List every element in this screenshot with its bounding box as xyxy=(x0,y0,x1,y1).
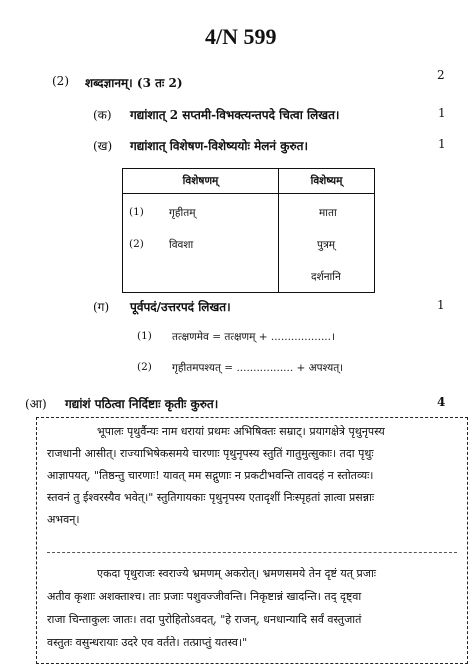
section2-number: (2) xyxy=(52,74,69,88)
left-item-2-word: विवशा xyxy=(169,239,194,251)
section2-heading: शब्दज्ञानम्। (3 तः 2) xyxy=(85,76,183,90)
passage2-line-3: राजा चिन्ताकुलः जातः। तदा पुरोहितोऽवदत्, "हे राजन्, धनधान्यादि सर्वं वस्तुजातं xyxy=(47,613,362,626)
left-item-1-word: गृहीतम् xyxy=(169,207,196,219)
ga-item-2-text: गृहीतमपश्यत् = ................. + अपश्यत्। xyxy=(172,362,344,374)
ka-text: गद्यांशात् 2 सप्तमी-विभक्त्यन्तपदे चित्वा लिखत। xyxy=(130,108,340,122)
ga-marks: 1 xyxy=(437,298,445,312)
right-item-3: दर्शनानि xyxy=(311,271,341,283)
passage2-line-4: वस्तुतः वसुन्धरायाः उदरे एव वर्तते। तत्प्राप्तुं यतस्व।" xyxy=(47,636,248,649)
ga-text: पूर्वपदं/उत्तरपदं लिखत। xyxy=(130,300,231,314)
passage2-line-1: एकदा पृथुराजः स्वराज्ये भ्रमणम् अकरोत्। भ्रमणसमये तेन दृष्टं यत् प्रजाः xyxy=(97,567,377,580)
right-item-2: पुत्रम् xyxy=(317,239,336,251)
passage1-line-3: आज्ञापयत्, "तिष्ठन्तु चारणाः! यावत् मम सद्गुणाः न प्रकटीभवन्ति तावदहं न स्तोतव्यः। xyxy=(47,469,374,482)
left-item-1-num: (1) xyxy=(129,206,144,218)
table-right-column xyxy=(279,194,375,293)
passage2-line-2: अतीव कृशाः अशक्ताश्च। ताः प्रजाः पशुवज्जीवन्ति। निकृष्टान्नं खादन्ति। तद् दृष्ट्वा xyxy=(47,590,362,603)
matching-table xyxy=(122,168,375,293)
ka-label: (क) xyxy=(93,108,112,122)
passage1-line-2: राजधानी आसीत्। राज्याभिषेकसमये चारणाः पृथुनृपस्य स्तुतिं गातुमुत्सुकाः। तदा पृथुः xyxy=(47,447,374,460)
passage-divider xyxy=(47,552,457,553)
right-item-1: माता xyxy=(319,207,337,219)
kha-marks: 1 xyxy=(438,137,446,151)
passage1-line-1: भूपालः पृथुर्वैन्यः नाम धरायां प्रथमः अभिषिक्तः सम्राट्। प्रयागक्षेत्रे पृथुनृपस्य xyxy=(97,425,385,438)
ga-item-2-num: (2) xyxy=(137,361,152,373)
ga-item-1-num: (1) xyxy=(137,330,152,342)
passage1-line-5: अभवन्। xyxy=(47,513,80,526)
kha-text: गद्यांशात् विशेषण-विशेष्ययोः मेलनं कुरुत। xyxy=(130,139,309,153)
kha-label: (ख) xyxy=(93,139,113,153)
ga-label: (ग) xyxy=(93,300,110,314)
table-header-visheshyam: विशेष्यम् xyxy=(279,169,375,194)
page-title: 4/N 599 xyxy=(205,24,277,49)
passage-box xyxy=(36,417,468,664)
passage1-line-4: स्तवनं तु ईश्वरस्यैव भवेत्।" स्तुतिगायकाः पृथुनृपस्य एतादृशीं निःस्पृहतां ज्ञात्वा प्रसन्नाः xyxy=(47,491,375,504)
left-item-2-num: (2) xyxy=(129,238,144,250)
ga-item-1-text: तत्क्षणमेव = तत्क्षणम् + ..................। xyxy=(172,331,335,343)
table-header-visheshanam: विशेषणम् xyxy=(123,169,279,194)
ka-marks: 1 xyxy=(438,106,446,120)
section-aa-label: (आ) xyxy=(25,397,47,411)
section-aa-marks: 4 xyxy=(437,395,446,409)
section2-marks: 2 xyxy=(437,68,445,82)
table-left-column xyxy=(123,194,279,293)
section-aa-heading: गद्यांशं पठित्वा निर्दिष्टाः कृतीः कुरुत। xyxy=(65,397,219,411)
